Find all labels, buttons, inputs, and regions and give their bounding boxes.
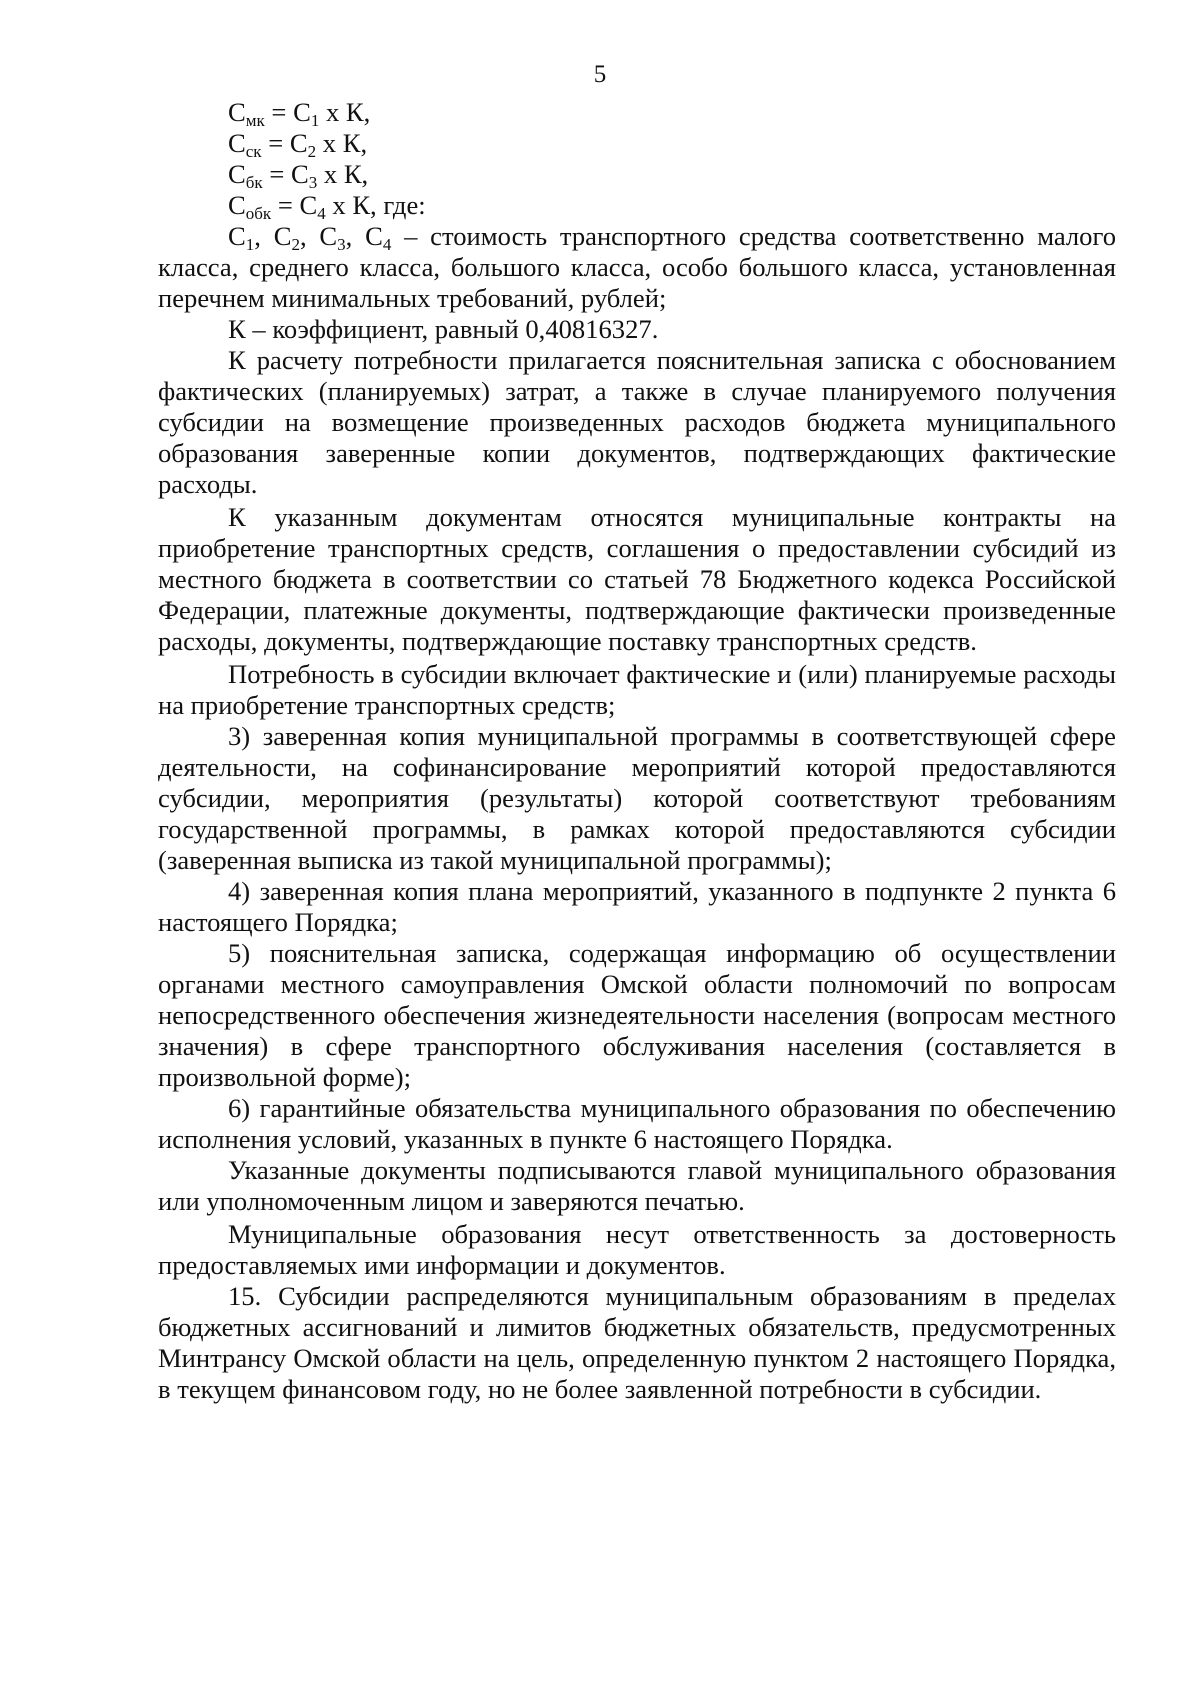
paragraph-subsidy-need: Потребность в субсидии включает фактические и (или) планируемые расходы на приобретение транспортных средств; — [158, 659, 1116, 720]
paragraph-signatures: Указанные документы подписываются главой муниципального образования или уполномоченным лицом и заверяются печатью. — [158, 1155, 1116, 1216]
paragraph-item-4: 4) заверенная копия плана мероприятий, указанного в подпункте 2 пункта 6 настоящего Порядка; — [158, 876, 1116, 937]
paragraph-item-6: 6) гарантийные обязательства муниципального образования по обеспечению исполнения условий, указанных в пункте 6 настоящего Порядка. — [158, 1093, 1116, 1154]
definition-c-paragraph: $С_1$, $С_2$, $С_3$, $С_4$ – стоимость транспортного средства соответственно малого класса, среднего класса, большого класса, особо большого класса, установленная перечнем минимальных требований, рублей; — [158, 221, 1117, 313]
paragraph-documents-list: К указанным документам относятся муниципальные контракты на приобретение транспортных средств, соглашения о предоставлении субсидий из местного бюджета в соответствии со статьей 78 Бюджетного кодекса Российской Федерации, платежные документы, подтверждающие фактически произведенные расходы, документы, подтверждающие поставку транспортных средств. — [158, 502, 1116, 656]
paragraph-responsibility: Муниципальные образования несут ответственность за достоверность предоставляемых ими информации и документов. — [158, 1219, 1116, 1280]
formula-line-mk: $С_{мк} = С_1$ х К, — [228, 97, 371, 130]
page-content — [158, 97, 1116, 1405]
paragraph-explanatory-note: К расчету потребности прилагается пояснительная записка с обоснованием фактических (планируемых) затрат, а также в случае планируемого получения субсидии на возмещение произведенных расходов бюджета муниципального образования заверенные копии документов, подтверждающих фактические расходы. — [158, 345, 1116, 499]
paragraph-item-5: 5) пояснительная записка, содержащая информацию об осуществлении органами местного самоуправления Омской области полномочий по вопросам непосредственного обеспечения жизнедеятельности населения (вопросам местного значения) в сфере транспортного обслуживания населения (составляется в произвольной форме); — [158, 938, 1116, 1092]
paragraph-coefficient: К – коэффициент, равный 0,40816327. — [228, 314, 659, 344]
formula-line-sk: $С_{ск} = С_2$ х К, — [228, 128, 368, 161]
page-number: 5 — [593, 61, 607, 88]
formula-line-obk: $С_{обк} = С_4$ х К, где: — [228, 190, 426, 223]
formula-line-bk: $С_{бк} = С_3$ х К, — [228, 159, 369, 192]
paragraph-item-3: 3) заверенная копия муниципальной программы в соответствующей сфере деятельности, на софинансирование мероприятий которой предоставляются субсидии, мероприятия (результаты) которой соответствуют требованиям государственной программы, в рамках которой предоставляются субсидии (заверенная выписка из такой муниципальной программы); — [158, 721, 1116, 875]
paragraph-item-15: 15. Субсидии распределяются муниципальным образованиям в пределах бюджетных ассигнований и лимитов бюджетных обязательств, предусмотренных Минтрансу Омской области на цель, определенную пунктом 2 настоящего Порядка, в текущем финансовом году, но не более заявленной потребности в субсидии. — [158, 1281, 1116, 1404]
